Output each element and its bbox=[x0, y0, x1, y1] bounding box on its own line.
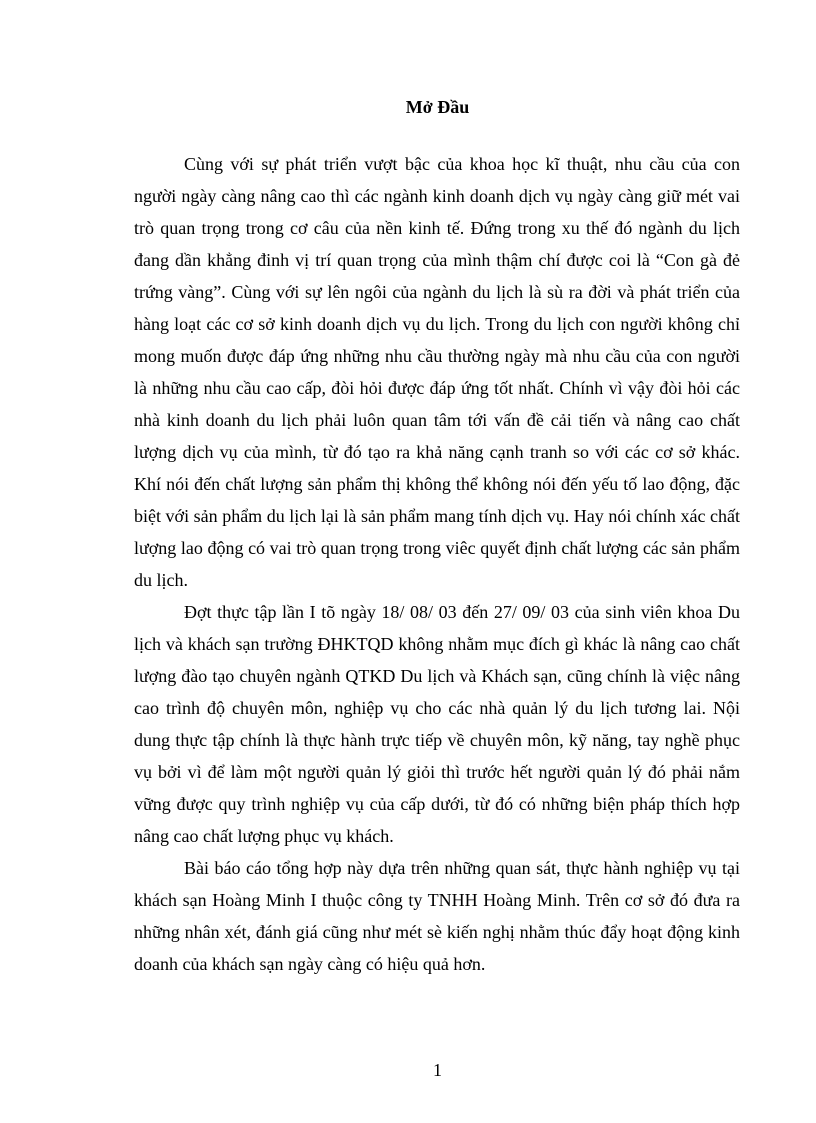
page-number: 1 bbox=[433, 1060, 442, 1080]
paragraph-3: Bài báo cáo tổng hợp này dựa trên những quan sát, thực hành nghiệp vụ tại khách sạn Hoàng Minh I thuộc công ty TNHH Hoàng Minh. Trên cơ sở đó đưa ra những nhân xét, đánh giá cũng như mét sè kiến nghị nhằm thúc đẩy hoạt động kinh doanh của khách sạn ngày càng có hiệu quả hơn. bbox=[134, 858, 740, 974]
document-title: Mở Đầu bbox=[405, 97, 470, 117]
paragraph-1: Cùng với sự phát triển vượt bậc của khoa học kĩ thuật, nhu cầu của con người ngày càng nâng cao thì các ngành kinh doanh dịch vụ ngày càng giữ mét vai trò quan trọng trong cơ câu của nền kinh tế. Đứng trong xu thế đó ngành du lịch đang dần khẳng đinh vị trí quan trọng của mình thậm chí được coi là “Con gà đẻ trứng vàng”. Cùng với sự lên ngôi của ngành du lịch là sù ra đời và phát triển của hàng loạt các cơ sở kinh doanh dịch vụ du lịch. Trong du lịch con người không chỉ mong muốn được đáp ứng những nhu cầu thường ngày mà nhu cầu của con người là những nhu cầu cao cấp, đòi hỏi được đáp ứng tốt nhất. Chính vì vậy đòi hỏi các nhà kinh doanh du lịch phải luôn quan tâm tới vấn đề cải tiến và nâng cao chất lượng dịch vụ của mình, từ đó tạo ra khả năng cạnh tranh so với các cơ sở khác. Khí nói đến chất lượng sản phẩm thị không thể không nói đến yếu tố lao động, đặc biệt với sản phẩm du lịch lại là sản phẩm mang tính dịch vụ. Hay nói chính xác chất lượng lao động có vai trò quan trọng trong viêc quyết định chất lượng các sản phẩm du lịch. bbox=[134, 154, 740, 590]
paragraph-2: Đợt thực tập lần I tõ ngày 18/ 08/ 03 đến 27/ 09/ 03 của sinh viên khoa Du lịch và khách sạn trường ĐHKTQD không nhằm mục đích gì khác là nâng cao chất lượng đào tạo chuyên ngành QTKD Du lịch và Khách sạn, cũng chính là việc nâng cao trình độ chuyên môn, nghiệp vụ cho các nhà quản lý du lịch tương lai. Nội dung thực tập chính là thực hành trực tiếp về chuyên môn, kỹ năng, tay nghề phục vụ bởi vì để làm một người quản lý giỏi thì trước hết người quản lý đó phải nắm vững được quy trình nghiệp vụ của cấp dưới, từ đó có những biện pháp thích hợp nâng cao chất lượng phục vụ khách. bbox=[134, 602, 740, 846]
document-body bbox=[134, 148, 740, 980]
